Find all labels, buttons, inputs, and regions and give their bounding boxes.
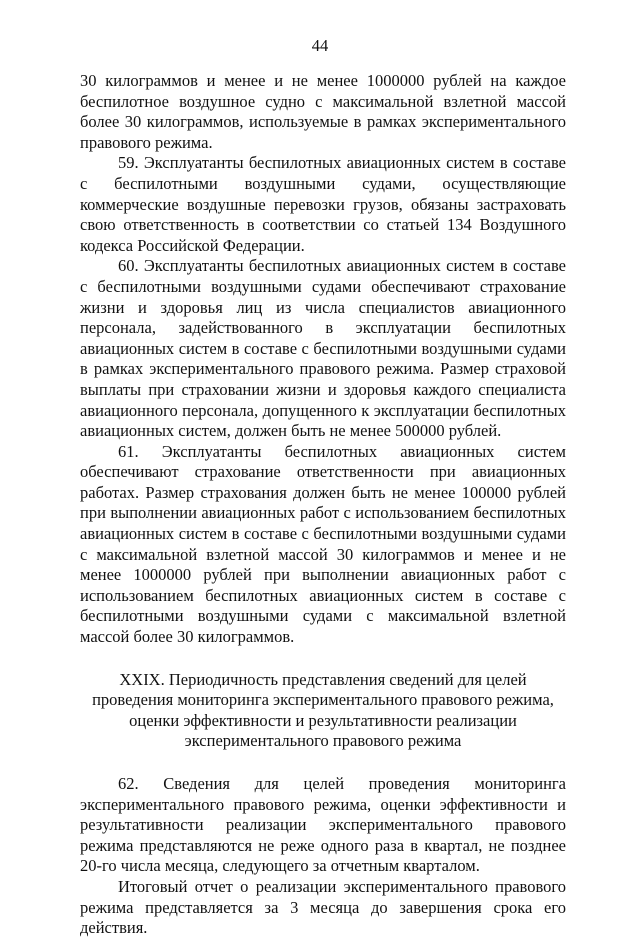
- document-body: [80, 71, 566, 939]
- section-heading-line: экспериментального правового режима: [184, 731, 462, 751]
- section-heading-line: проведения мониторинга экспериментального правового режима,: [92, 690, 554, 710]
- paragraph-60: 60. Эксплуатанты беспилотных авиационных систем в составе с беспилотными воздушными судами обеспечивают страхование жизни и здоровья лиц из числа специалистов авиационного персонала, задействованного в эксплуатации беспилотных авиационных систем в составе с беспилотными воздушными судами в рамках экспериментального правового режима. Размер страховой выплаты при страховании жизни и здоровья каждого специалиста авиационного персонала, допущенного к эксплуатации беспилотных авиационных систем, должен быть не менее 500000 рублей.: [80, 256, 566, 441]
- paragraph-62: 62. Сведения для целей проведения мониторинга экспериментального правового режима, оценки эффективности и результативности реализации экспериментального правового режима представляются не реже одного раза в квартал, не позднее 20-го числа месяца, следующего за отчетным кварталом.: [80, 774, 566, 876]
- paragraph-continuation: 30 килограммов и менее и не менее 1000000 рублей на каждое беспилотное воздушное судно с максимальной взлетной массой более 30 килограммов, используемые в рамках экспериментального правового режима.: [80, 71, 566, 152]
- section-heading-line: оценки эффективности и результативности реализации: [129, 710, 517, 730]
- paragraph-final-report: Итоговый отчет о реализации экспериментального правового режима представляется за 3 месяца до завершения срока его действия.: [80, 876, 566, 938]
- page-number: 44: [311, 36, 329, 55]
- section-heading-line: XXIX. Периодичность представления сведений для целей: [119, 669, 527, 689]
- section-heading-xxix: [80, 670, 566, 752]
- paragraph-61: 61. Эксплуатанты беспилотных авиационных систем обеспечивают страхование ответственности при авиационных работах. Размер страхования должен быть не менее 100000 рублей при выполнении авиационных работ с использованием беспилотных авиационных систем в составе с беспилотными воздушными судами с максимальной взлетной массой 30 килограммов и менее и не менее 1000000 рублей при выполнении авиационных работ с использованием беспилотных авиационных систем в составе с беспилотными воздушными судами с максимальной взлетной массой более 30 килограммов.: [80, 441, 566, 647]
- paragraph-59: 59. Эксплуатанты беспилотных авиационных систем в составе с беспилотными воздушными судами, осуществляющие коммерческие воздушные перевозки грузов, обязаны застраховать свою ответственность в соответствии со статьей 134 Воздушного кодекса Российской Федерации.: [80, 153, 566, 255]
